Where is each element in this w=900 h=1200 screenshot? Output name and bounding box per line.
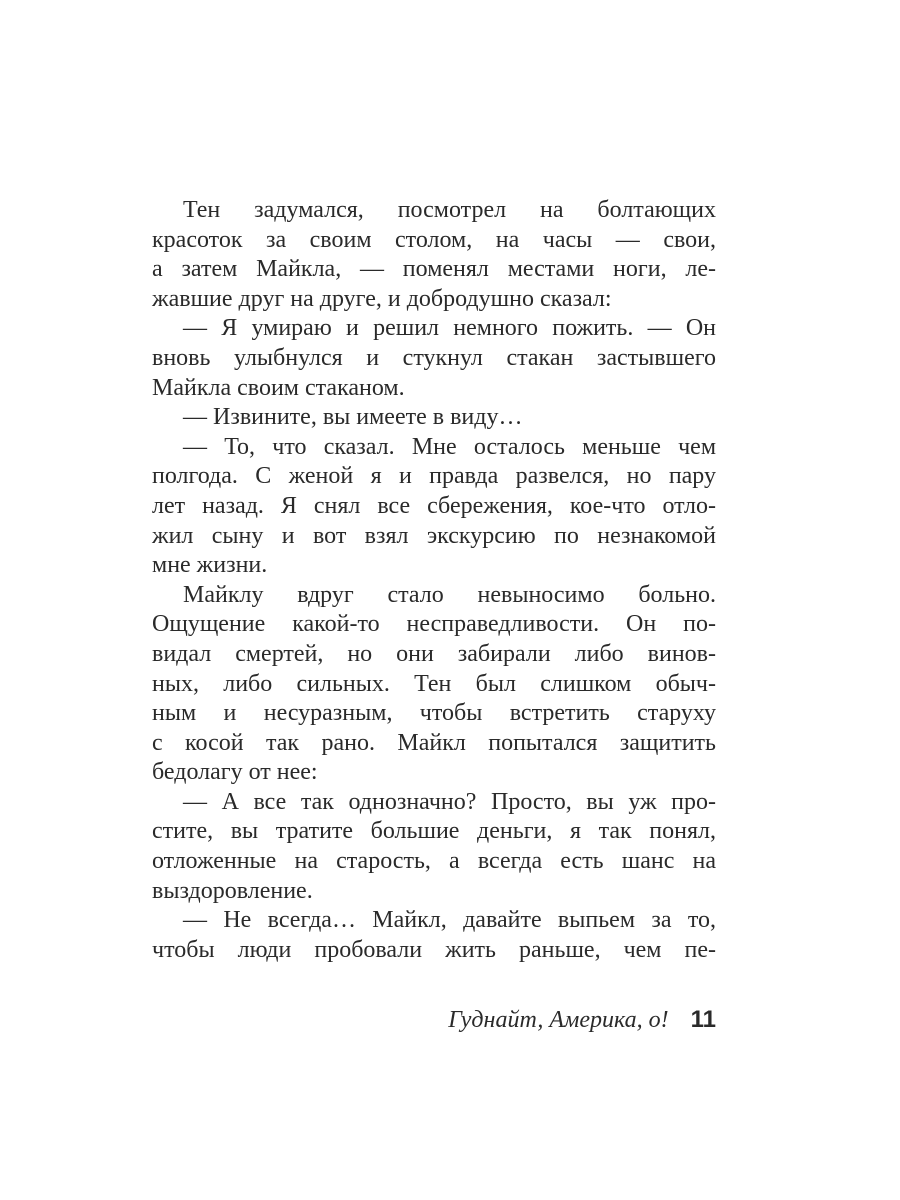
text-line: ным и несуразным, чтобы встретить старуху <box>152 700 716 727</box>
text-line: лет назад. Я снял все сбережения, кое-что отло- <box>152 492 716 519</box>
text-line: жавшие друг на друге, и добродушно сказал: <box>152 285 612 312</box>
text-line: выздоровление. <box>152 877 313 904</box>
text-line: отложенные на старость, а всегда есть шанс на <box>152 848 716 875</box>
text-line: красоток за своим столом, на часы — свои, <box>152 226 716 253</box>
text-line: чтобы люди пробовали жить раньше, чем пе- <box>152 936 716 963</box>
text-line: Майкла своим стаканом. <box>152 374 405 401</box>
text-line: Майклу вдруг стало невыносимо больно. <box>183 581 716 608</box>
text-line: жил сыну и вот взял экскурсию по незнакомой <box>152 522 716 549</box>
text-line: — Я умираю и решил немного пожить. — Он <box>183 315 716 342</box>
text-line: с косой так рано. Майкл попытался защитить <box>152 729 716 756</box>
running-title: Гуднайт, Америка, о! <box>448 1007 669 1033</box>
text-line: а затем Майкла, — поменял местами ноги, ле- <box>152 256 716 283</box>
text-line: вновь улыбнулся и стукнул стакан застывшего <box>152 344 716 371</box>
text-line: видал смертей, но они забирали либо винов- <box>152 640 716 667</box>
page-footer <box>448 1006 716 1034</box>
text-line: стите, вы тратите большие деньги, я так понял, <box>152 818 716 845</box>
text-line: мне жизни. <box>152 552 268 579</box>
text-line: — Не всегда… Майкл, давайте выпьем за то, <box>183 907 716 934</box>
text-line: — А все так однозначно? Просто, вы уж про- <box>183 788 716 815</box>
text-line: Тен задумался, посмотрел на болтающих <box>183 197 716 223</box>
text-line: — Извините, вы имеете в виду… <box>183 404 523 431</box>
text-line: ных, либо сильных. Тен был слишком обыч- <box>152 670 716 697</box>
body-text <box>152 196 716 965</box>
text-line: Ощущение какой-то несправедливости. Он по- <box>152 611 716 638</box>
text-line: — То, что сказал. Мне осталось меньше чем <box>183 433 716 460</box>
text-line: бедолагу от нее: <box>152 759 318 786</box>
text-line: полгода. С женой я и правда развелся, но пару <box>152 463 716 490</box>
page-number: 11 <box>690 1006 716 1033</box>
